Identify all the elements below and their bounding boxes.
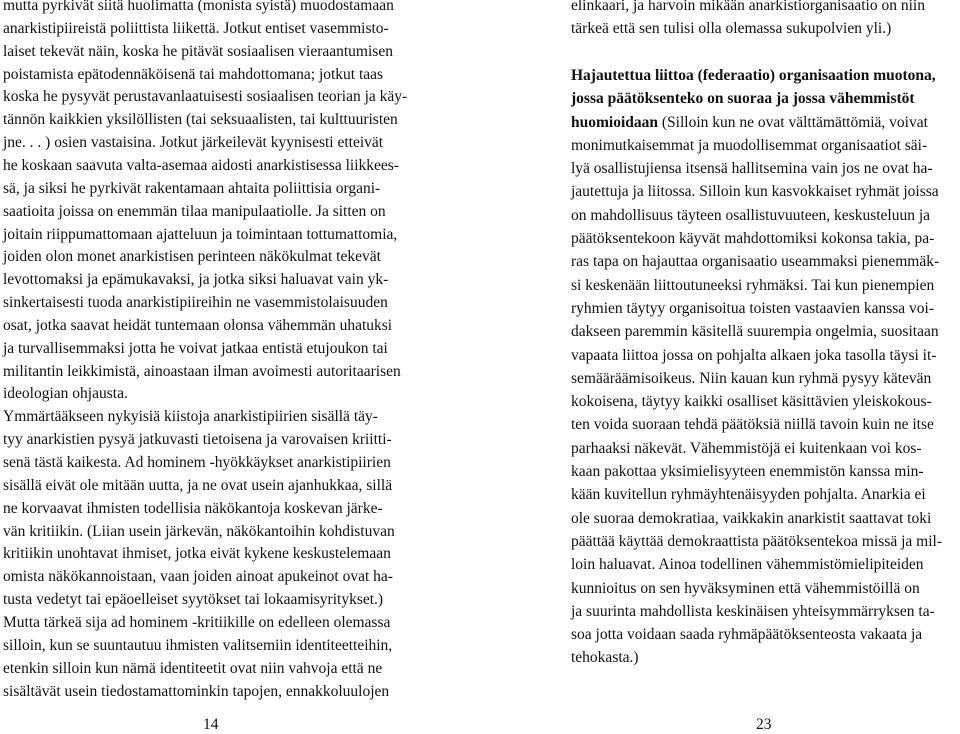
- text-line: militantin leikkimistä, ainoastaan ilman avoimesti autoritaarisen: [3, 362, 401, 380]
- text-line: he koskaan saavuta valta-asemaa aidosti anarkistisessa liikkees-: [3, 156, 399, 174]
- text-line: Hajautettua liittoa (federaatio) organisaation muotona,: [571, 66, 936, 84]
- text-line: Mutta tärkeä sija ad hominem -kritiikille on edelleen olemassa: [3, 613, 391, 631]
- text-line: ja turvallisemmaksi jotta he voivat jatkaa entistä etujoukon tai: [3, 339, 388, 357]
- text-line: tännön kaikkien yksilöllisten (tai seksuaalisten, tai kulttuuristen: [3, 111, 398, 129]
- text-line: etenkin silloin kun nämä identiteetit ovat niin vahvoja että ne: [3, 659, 383, 677]
- text-line: sisältävät usein tiedostamattominkin tapojen, ennakkoluulojen: [3, 682, 390, 700]
- text-line: on mahdollisuus täyteen osallistuvuuteen, keskusteluun ja: [571, 206, 931, 224]
- text-line: si keskenään liittoutuneeksi ryhmäksi. Tai kun pienempien: [571, 276, 935, 294]
- text-line: osat, jotka saavat heidät tuntemaan olonsa vähemmän uhatuksi: [3, 316, 393, 334]
- page-number-right: 23: [756, 716, 772, 733]
- text-line: vapaata liittoa jossa on pohjalta alkaen joka tasolla täysi it-: [571, 346, 937, 364]
- text-line: joitain riippumattomaan ajatteluun ja toimintaan tottumattomia,: [3, 225, 398, 243]
- text-line: omista näkökannoistaan, vaan joiden ainoat apukeinot ovat ha-: [3, 568, 393, 586]
- text-line: tyy anarkistien pysyä jatkuvasti tietoisena ja varovaisen kriitti-: [3, 431, 392, 449]
- text-line: kaan pakottaa yksimielisyyteen enemmistön kanssa min-: [571, 463, 924, 480]
- text-line: elinkaari, ja harvoin mikään anarkistiorganisaatio on niin: [571, 0, 925, 14]
- text-line: päättää käyttää demokraattista päätöksentekoa missä ja mil-: [571, 532, 942, 550]
- text-line: ole suoraa demokratiaa, vaikkakin anarkistit saattavat toki: [571, 509, 932, 527]
- text-line: kritiikin unohtavat ihmiset, jotka eivät kykene keskustelemaan: [3, 545, 391, 563]
- text-line: jautettuja ja liitossa. Silloin kun kasvokkaiset ryhmät joissa: [571, 183, 939, 201]
- text-line: ras tapa on hajauttaa organisaatio useammaksi pienemmäk-: [571, 253, 940, 271]
- text-line: parhaaksi näkevät. Vähemmistöjä ei kuitenkaan voi kos-: [571, 439, 922, 457]
- text-line: joiden olon monet anarkistisen perinteen näkökulmat tekevät: [3, 248, 381, 266]
- text-line: tusta vedetyt tai epäoelleiset syytökset tai lokaamisyritykset.): [3, 591, 384, 609]
- text-line: senä tästä kaikesta. Ad hominem -hyökkäykset anarkistipiirien: [3, 454, 391, 471]
- text-line: soa jotta voidaan saada ryhmäpäätöksenteosta vakaata ja: [571, 626, 923, 644]
- bold-lead-text: huomioidaan: [571, 113, 659, 131]
- text-line: poistamista epätodennäköisenä tai mahdottomana; jotkut taas: [3, 65, 384, 83]
- text-line: tärkeä että sen tulisi olla olemassa sukupolvien yli.): [571, 20, 892, 38]
- text-line: ja suurinta mahdollista keskinäisen yhteisymmärryksen ta-: [571, 602, 935, 620]
- page-number-left: 14: [203, 716, 219, 733]
- text-line: kään kuvitellun ryhmäyhtenäisyyden pohjalta. Anarkia ei: [571, 486, 926, 504]
- text-line: sisällä eivät ole mitään uutta, ja ne ovat usein ajanhukkaa, sillä: [3, 476, 393, 494]
- text-line: ideologian ohjausta.: [3, 385, 128, 403]
- text-line: ryhmien täytyy organisoitua toisten vastaavien kanssa voi-: [571, 299, 935, 317]
- text-line: saatioita joissa on enemmän tilaa manipulaatiolle. Ja sitten on: [3, 202, 386, 220]
- text-line: ten voida suoraan tehdä päätöksiä niillä tavoin kuin ne itse: [571, 416, 934, 434]
- text-line: loin haluavat. Ainoa todellinen vähemmistömielipiteiden: [571, 556, 924, 574]
- text-line: huomioidaan (Silloin kun ne ovat välttämättömiä, voivat: [571, 113, 928, 131]
- text-line: tehokasta.): [571, 649, 639, 667]
- text-line: laiset tekevät näin, koska he pitävät sosiaalisen vieraantumisen: [3, 42, 393, 60]
- text-line: päätöksentekoon käyvät mahdottomiksi kokonsa takia, pa-: [571, 230, 935, 247]
- text-line: anarkistipiireistä poliittista liikettä. Jotkut entiset vasemmisto-: [3, 19, 389, 37]
- text-line: sä, ja siksi he pyrkivät rakentamaan ahtaita poliittisia organi-: [3, 179, 381, 197]
- text-line: dakseen paremmin käsitellä suurempia ongelmia, suositaan: [571, 323, 939, 341]
- text-line: monimutkaisemmat ja muodollisemmat organisaatiot säi-: [571, 136, 928, 154]
- text-line: lyä osallistujiensa itsensä hallitsemina vain jos ne ovat ha-: [571, 160, 933, 178]
- text-line: koska he pysyvät perustavanlaatuisesti sosiaalisen teorian ja käy-: [3, 88, 408, 106]
- text-line: semääräämisoikeus. Niin kauan kun ryhmä pysyy kätevän: [571, 369, 932, 387]
- text-line: ne korvaavat ihmisten todellisia näkökantoja koskevan järke-: [3, 499, 383, 517]
- text-line: vän kritiikin. (Liian usein järkevän, näkökantoihin kohdistuvan: [3, 522, 395, 540]
- text-line: mutta pyrkivät siitä huolimatta (monista syistä) muodostamaan: [3, 0, 394, 14]
- text-line: levottomaksi ja epämukavaksi, ja jotka siksi haluavat vain yk-: [3, 271, 389, 289]
- text-line: Ymmärtääkseen nykyisiä kiistoja anarkistipiirien sisällä täy-: [3, 408, 378, 426]
- text-line: silloin, kun se suuntautuu ihmisten valitsemiin identiteetteihin,: [3, 636, 393, 654]
- text-line: jne. . . ) osien vastaisina. Jotkut järkeilevät kyynisesti etteivät: [3, 134, 384, 152]
- text-line: kokoisena, täytyy kaikki osalliset käsittävien yleiskokous-: [571, 393, 932, 411]
- text-line: kunnioitus on sen hyväksyminen että vähemmistöillä on: [571, 579, 920, 597]
- text-line: jossa päätöksenteko on suoraa ja jossa vähemmistöt: [571, 90, 915, 108]
- text-line: sinkertaisesti tuoda anarkistipiireihin ne vasemmistolaisuuden: [3, 294, 388, 312]
